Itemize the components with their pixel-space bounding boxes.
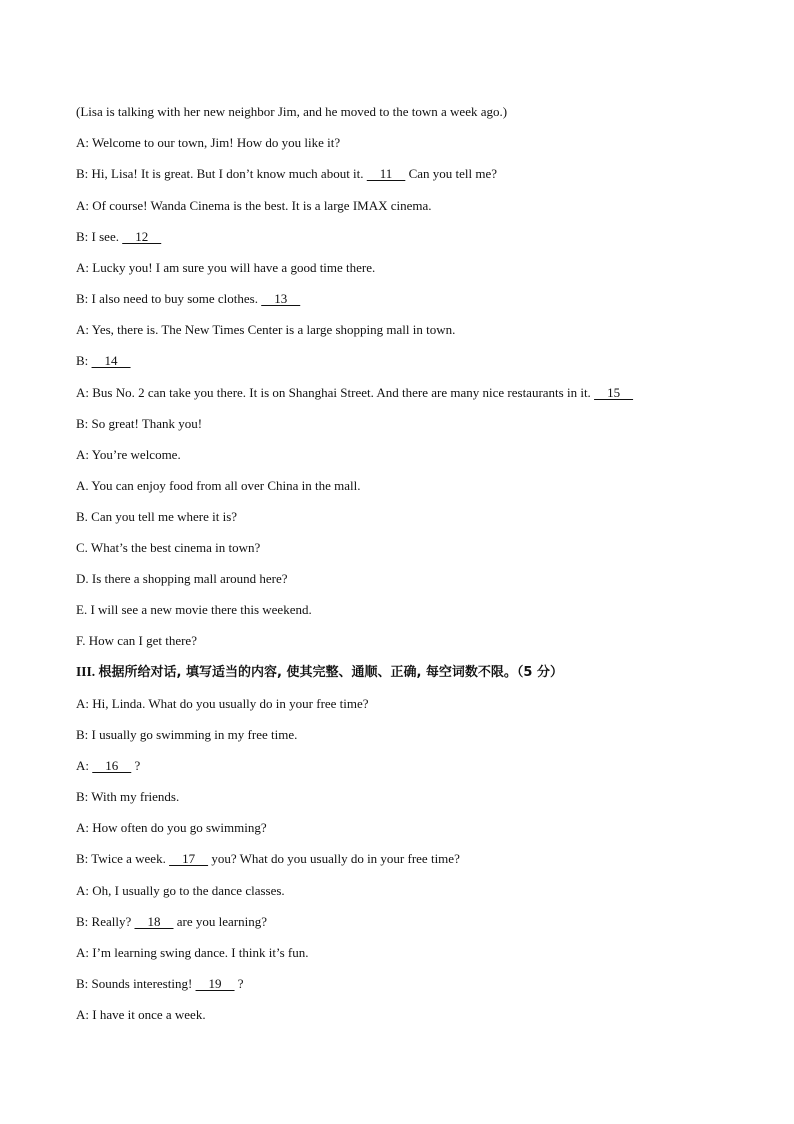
- answer-blank-19[interactable]: 19: [195, 976, 235, 991]
- dialogue2-line: [76, 883, 285, 899]
- answer-blank-17[interactable]: 17: [169, 851, 209, 866]
- line-text: B: With my friends.: [76, 789, 180, 804]
- line-text: A: Oh, I usually go to the dance classes.: [76, 883, 285, 898]
- answer-blank-11[interactable]: 11: [366, 166, 406, 181]
- dialogue2-line: [76, 789, 179, 805]
- line-text: B: Really?: [76, 914, 135, 929]
- dialogue2-line: [76, 1007, 206, 1023]
- line-text: A: I’m learning swing dance. I think it’s fun.: [76, 945, 309, 960]
- line-text: B: So great! Thank you!: [76, 416, 203, 431]
- dialogue1-line: [76, 229, 161, 245]
- line-text: A: Of course! Wanda Cinema is the best. It is a large IMAX cinema.: [76, 198, 432, 213]
- option-b: B. Can you tell me where it is?: [76, 509, 238, 524]
- line-text: A: Lucky you! I am sure you will have a good time there.: [76, 260, 376, 275]
- line-text: are you learning?: [173, 914, 267, 929]
- dialogue1-line: [76, 447, 181, 463]
- line-text: A: I have it once a week.: [76, 1007, 206, 1022]
- line-text: B: I also need to buy some clothes.: [76, 291, 262, 306]
- line-text: B: I usually go swimming in my free time.: [76, 727, 298, 742]
- dialogue1-line: [76, 291, 300, 307]
- line-text: B: I see.: [76, 229, 123, 244]
- dialogue2-line: [76, 820, 267, 836]
- dialogue1-line: [76, 353, 131, 369]
- answer-blank-13[interactable]: 13: [261, 291, 301, 306]
- line-text: A: Bus No. 2 can take you there. It is on Shanghai Street. And there are many nice restaurants in it.: [76, 385, 595, 400]
- line-text: B: Sounds interesting!: [76, 976, 196, 991]
- line-text: A: Yes, there is. The New Times Center is a large shopping mall in town.: [76, 322, 456, 337]
- dialogue2-line: [76, 727, 297, 743]
- line-text: A: You’re welcome.: [76, 447, 181, 462]
- dialogue1-line: [76, 260, 375, 276]
- answer-blank-15[interactable]: 15: [594, 385, 634, 400]
- line-text: B: Hi, Lisa! It is great. But I don’t know much about it.: [76, 166, 367, 181]
- line-text: ?: [234, 976, 244, 991]
- answer-blank-14[interactable]: 14: [91, 353, 131, 368]
- answer-blank-12[interactable]: 12: [122, 229, 162, 244]
- dialogue2-line: [76, 976, 244, 992]
- line-text: A:: [76, 758, 93, 773]
- dialogue2-line: [76, 758, 140, 774]
- dialogue2-line: [76, 696, 369, 712]
- section-heading: [76, 664, 563, 681]
- line-text: ?: [131, 758, 141, 773]
- option-c: C. What’s the best cinema in town?: [76, 540, 261, 555]
- dialogue2-line: [76, 914, 267, 930]
- option-a: A. You can enjoy food from all over China in the mall.: [76, 478, 361, 493]
- dialogue-intro: (Lisa is talking with her new neighbor Jim, and he moved to the town a week ago.): [76, 104, 508, 119]
- line-text: A: How often do you go swimming?: [76, 820, 267, 835]
- answer-blank-18[interactable]: 18: [134, 914, 174, 929]
- dialogue2-line: [76, 945, 309, 961]
- line-text: A: Welcome to our town, Jim! How do you like it?: [76, 135, 341, 150]
- option-e: E. I will see a new movie there this weekend.: [76, 602, 312, 617]
- line-text: B: Twice a week.: [76, 851, 170, 866]
- option-d: D. Is there a shopping mall around here?: [76, 571, 288, 586]
- answer-blank-16[interactable]: 16: [92, 758, 132, 773]
- dialogue1-line: [76, 416, 202, 432]
- line-text: Can you tell me?: [405, 166, 498, 181]
- dialogue1-line: [76, 135, 340, 151]
- line-text: B:: [76, 353, 92, 368]
- line-text: A: Hi, Linda. What do you usually do in your free time?: [76, 696, 369, 711]
- line-text: you? What do you usually do in your free time?: [208, 851, 460, 866]
- dialogue1-line: [76, 322, 455, 338]
- dialogue1-line: [76, 385, 633, 401]
- section-title: 根据所给对话, 填写适当的内容, 使其完整、通顺、正确, 每空词数不限。（5 分）: [98, 665, 563, 680]
- dialogue1-line: [76, 198, 432, 214]
- dialogue1-line: [76, 166, 497, 182]
- section-number: III.: [76, 664, 96, 679]
- option-f: F. How can I get there?: [76, 633, 197, 648]
- dialogue2-line: [76, 851, 460, 867]
